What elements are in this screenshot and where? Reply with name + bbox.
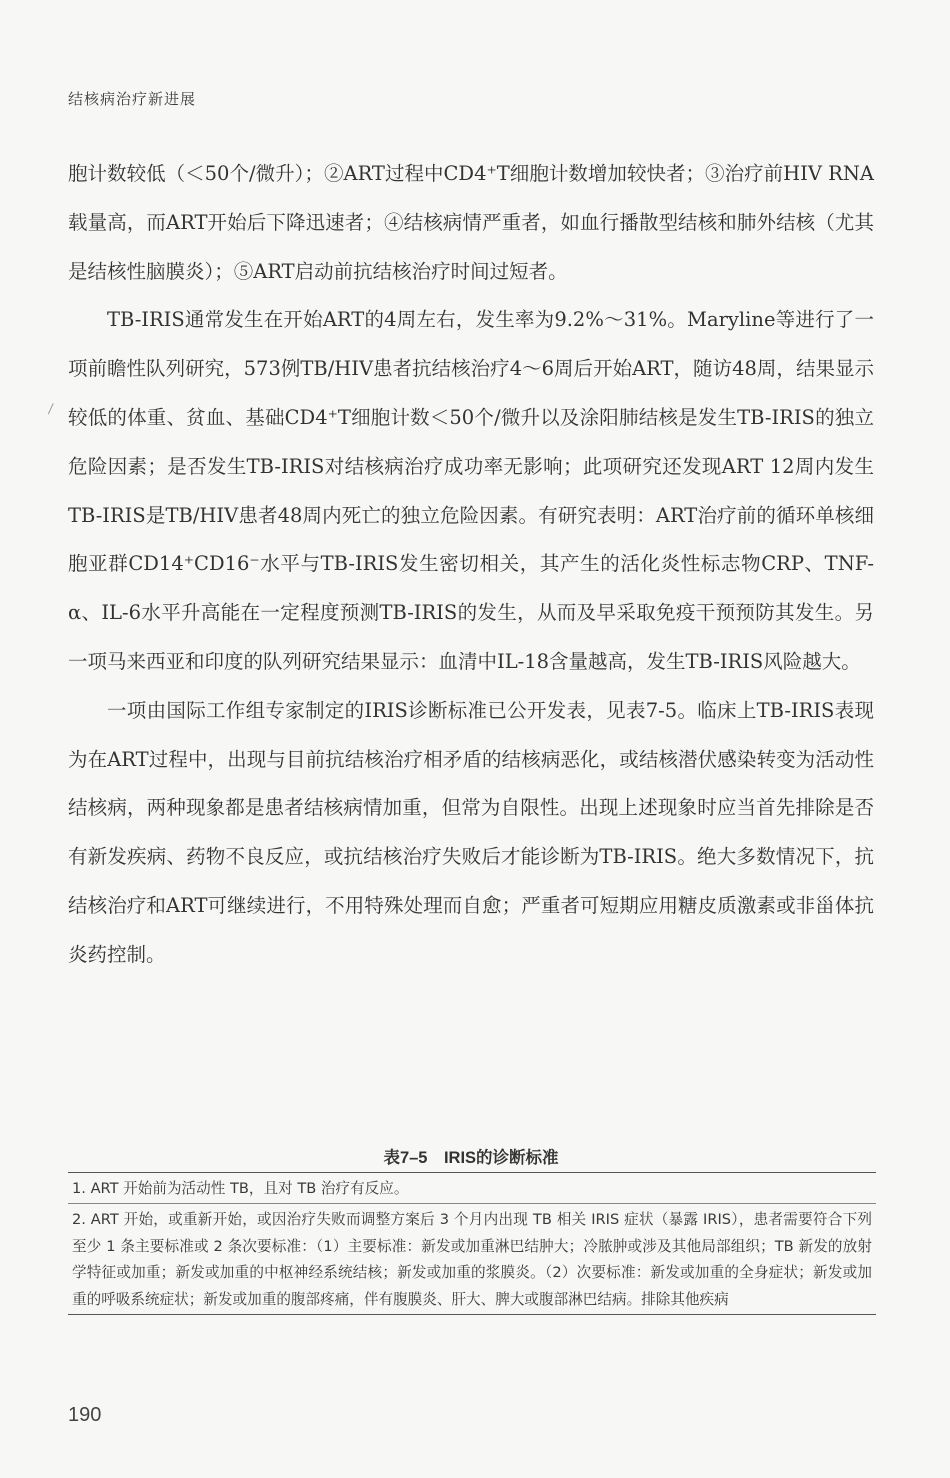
- paragraph-2: TB-IRIS通常发生在开始ART的4周左右，发生率为9.2%～31%。Maryline等进行了一项前瞻性队列研究，573例TB/HIV患者抗结核治疗4～6周后开始ART，随访48周，结果显示较低的体重、贫血、基础CD4⁺T细胞计数＜50个/微升以及涂阳肺结核是发生TB-IRIS的独立危险因素；是否发生TB-IRIS对结核病治疗成功率无影响；此项研究还发现ART 12周内发生TB-IRIS是TB/HIV患者48周内死亡的独立危险因素。有研究表明：ART治疗前的循环单核细胞亚群CD14⁺CD16⁻水平与TB-IRIS发生密切相关，其产生的活化炎性标志物CRP、TNF-α、IL-6水平升高能在一定程度预测TB-IRIS的发生，从而及早采取免疫干预预防其发生。另一项马来西亚和印度的队列研究结果显示：血清中IL-18含量越高，发生TB-IRIS风险越大。: [68, 308, 874, 673]
- paragraph-3: 一项由国际工作组专家制定的IRIS诊断标准已公开发表，见表7-5。临床上TB-IRIS表现为在ART过程中，出现与目前抗结核治疗相矛盾的结核病恶化，或结核潜伏感染转变为活动性结核病，两种现象都是患者结核病情加重，但常为自限性。出现上述现象时应当首先排除是否有新发疾病、药物不良反应，或抗结核治疗失败后才能诊断为TB-IRIS。绝大多数情况下，抗结核治疗和ART可继续进行，不用特殊处理而自愈；严重者可短期应用糖皮质激素或非甾体抗炎药控制。: [68, 698, 874, 966]
- margin-pencil-mark: [48, 403, 59, 417]
- table-caption: 表7–5 IRIS的诊断标准: [383, 1149, 559, 1167]
- paragraph-1: 胞计数较低（＜50个/微升）；②ART过程中CD4⁺T细胞计数增加较快者；③治疗前HIV RNA载量高，而ART开始后下降迅速者；④结核病情严重者，如血行播散型结核和肺外结核（尤其是结核性脑膜炎）；⑤ART启动前抗结核治疗时间过短者。: [68, 162, 874, 283]
- page-number: 190: [68, 1404, 102, 1426]
- diagnosis-criteria-table: [68, 1172, 876, 1315]
- body-text: [68, 150, 874, 980]
- running-header: 结核病治疗新进展: [68, 91, 197, 108]
- table-row: 1. ART 开始前为活动性 TB，且对 TB 治疗有反应。: [72, 1180, 409, 1197]
- table-row: 2. ART 开始，或重新开始，或因治疗失败而调整方案后 3 个月内出现 TB 相关 IRIS 症状（暴露 IRIS），患者需要符合下列至少 1 条主要标准或 2 条次要标准：（1）主要标准：新发或加重淋巴结肿大；冷脓肿或涉及其他局部组织；TB 新发的放射学特征或加重；新发或加重的中枢神经系统结核；新发或加重的浆膜炎。（2）次要标准：新发或加重的全身症状；新发或加重的呼吸系统症状；新发或加重的腹部疼痛，伴有腹膜炎、肝大、脾大或腹部淋巴结病。排除其他疾病: [68, 1203, 876, 1314]
